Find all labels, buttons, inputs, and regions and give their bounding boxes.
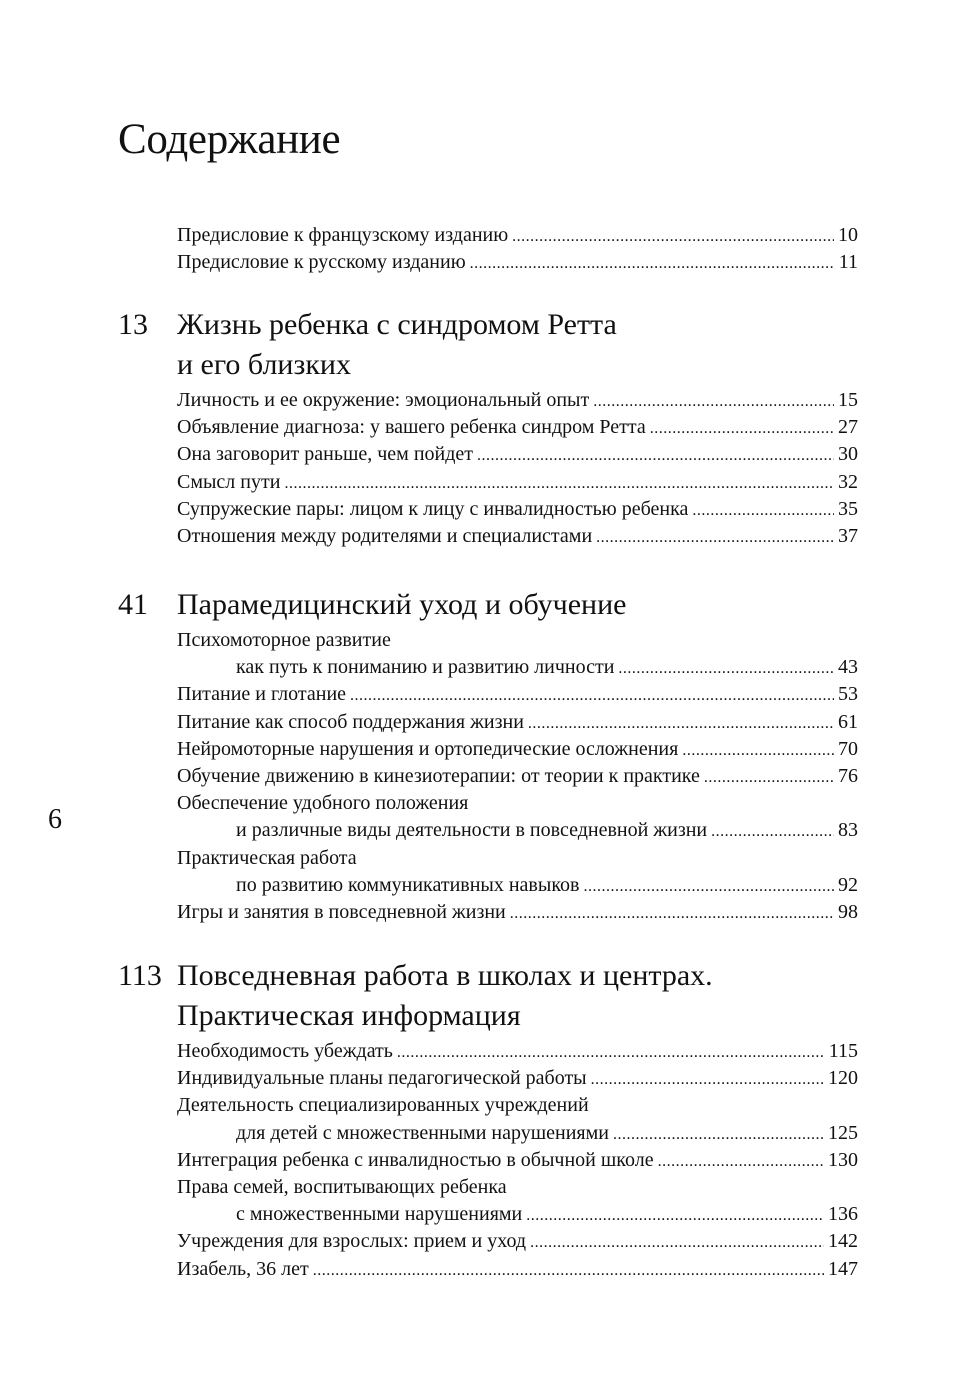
toc-entry[interactable] [177, 1038, 858, 1065]
dot-leader [692, 496, 834, 524]
toc-entry-heading[interactable] [177, 627, 858, 654]
dot-leader [613, 1120, 824, 1148]
dot-leader [596, 523, 834, 551]
entry-title: Супружеские пары: лицом к лицу с инвалидностью ребенка [177, 497, 689, 520]
entry-title: Игры и занятия в повседневной жизни [177, 900, 506, 923]
entry-title: Обучение движению в кинезиотерапии: от теории к практике [177, 764, 700, 787]
entry-page-number: 76 [838, 764, 858, 787]
toc-entry-heading[interactable] [177, 1092, 858, 1119]
entry-page-number: 125 [828, 1121, 858, 1144]
dot-leader [512, 222, 834, 250]
dot-leader [682, 736, 834, 764]
entry-title: как путь к пониманию и развитию личности [236, 656, 615, 679]
toc-section [118, 305, 858, 550]
toc-section [118, 585, 858, 926]
page-number: 6 [48, 804, 62, 835]
entry-title: Необходимость убеждать [177, 1040, 393, 1062]
toc-entry[interactable] [177, 1201, 858, 1228]
toc-entry[interactable] [177, 523, 858, 550]
toc-entry[interactable] [177, 736, 858, 763]
section-title: Повседневная работа в школах и центрах. [177, 959, 713, 992]
dot-leader [528, 709, 834, 737]
entry-title: Предисловие к русскому изданию [177, 251, 466, 274]
entry-title: Она заговорит раньше, чем пойдет [177, 443, 474, 466]
entry-title: по развитию коммуникативных навыков [236, 873, 580, 896]
entry-title: Деятельность специализированных учреждений [177, 1094, 589, 1117]
section-title: Практическая информация [177, 999, 521, 1032]
dot-leader [397, 1038, 825, 1066]
dot-leader [593, 387, 834, 415]
entry-page-number: 142 [828, 1230, 858, 1253]
dot-leader [350, 681, 834, 709]
dot-leader [526, 1201, 824, 1229]
toc-entry[interactable] [177, 872, 858, 899]
section-title: Жизнь ребенка с синдромом Ретта [177, 308, 617, 341]
entry-page-number: 53 [838, 683, 858, 706]
section-entries [177, 1038, 858, 1283]
toc-entry[interactable] [177, 414, 858, 441]
entry-title: Интеграция ребенка с инвалидностью в обычной школе [177, 1148, 654, 1171]
dot-leader [530, 1228, 824, 1256]
entry-title: и различные виды деятельности в повседневной жизни [236, 819, 708, 842]
entry-title: Объявление диагноза: у вашего ребенка синдром Ретта [177, 416, 646, 439]
dot-leader [658, 1147, 824, 1175]
dot-leader [618, 654, 834, 682]
toc-entry[interactable] [177, 1120, 858, 1147]
entry-title: Индивидуальные планы педагогической работы [177, 1067, 587, 1090]
entry-page-number: 37 [838, 524, 858, 547]
dot-leader [510, 899, 834, 927]
entry-page-number: 136 [828, 1203, 858, 1226]
toc-entry[interactable] [177, 1147, 858, 1174]
toc-entry[interactable] [177, 1228, 858, 1255]
entry-page-number: 70 [838, 737, 858, 760]
entry-title: Практическая работа [177, 846, 357, 869]
dot-leader [704, 763, 834, 791]
entry-title: Психомоторное развитие [177, 629, 391, 651]
toc-entry[interactable] [177, 1256, 858, 1283]
section-entries [177, 387, 858, 550]
entry-page-number: 83 [838, 819, 858, 842]
entry-title: Личность и ее окружение: эмоциональный опыт [177, 389, 590, 411]
toc-entry[interactable] [177, 387, 858, 414]
section-heading[interactable] [118, 956, 858, 1036]
dot-leader [591, 1065, 824, 1093]
toc-entry[interactable] [177, 709, 858, 736]
entry-page-number: 43 [838, 656, 858, 679]
entry-page-number: 92 [838, 873, 858, 896]
section-title: и его близких [177, 348, 351, 381]
toc-entry[interactable] [177, 441, 858, 468]
section-page-number: 13 [118, 308, 148, 341]
entry-page-number: 15 [838, 389, 858, 411]
toc-entry[interactable] [177, 681, 858, 708]
toc-entry-heading[interactable] [177, 1174, 858, 1201]
entry-title: Отношения между родителями и специалистами [177, 524, 593, 547]
dot-leader [583, 872, 834, 900]
toc-entry[interactable] [177, 899, 858, 926]
entry-title: Питание как способ поддержания жизни [177, 710, 524, 733]
toc-entry-heading[interactable] [177, 790, 858, 817]
entry-title: Учреждения для взрослых: прием и уход [177, 1230, 527, 1253]
entry-page-number: 130 [828, 1148, 858, 1171]
entry-page-number: 10 [838, 224, 858, 246]
dot-leader [477, 441, 834, 469]
entry-page-number: 120 [828, 1067, 858, 1090]
toc-entry[interactable] [177, 763, 858, 790]
dot-leader [470, 249, 835, 277]
dot-leader [284, 469, 834, 497]
section-heading[interactable] [118, 305, 858, 385]
entry-page-number: 27 [838, 416, 858, 439]
toc-section [118, 956, 858, 1283]
toc-entry[interactable] [177, 222, 858, 249]
dot-leader [313, 1256, 824, 1284]
toc-entry[interactable] [177, 496, 858, 523]
page-title: Содержание [118, 116, 341, 163]
section-page-number: 41 [118, 588, 148, 621]
entry-title: Смысл пути [177, 470, 281, 493]
entry-page-number: 35 [838, 497, 858, 520]
entry-page-number: 147 [828, 1257, 858, 1280]
entry-page-number: 30 [838, 443, 858, 466]
section-title: Парамедицинский уход и обучение [177, 588, 627, 621]
toc-entry[interactable] [177, 654, 858, 681]
entry-title: для детей с множественными нарушениями [236, 1121, 609, 1144]
entry-page-number: 115 [828, 1040, 858, 1062]
preface-list [177, 222, 858, 276]
entry-title: Нейромоторные нарушения и ортопедические осложнения [177, 737, 679, 760]
entry-page-number: 98 [838, 900, 858, 923]
section-entries [177, 627, 858, 926]
section-heading[interactable] [118, 585, 858, 625]
section-page-number: 113 [118, 959, 162, 992]
toc-entry[interactable] [177, 249, 858, 276]
entry-title: Питание и глотание [177, 683, 347, 706]
entry-page-number: 32 [838, 470, 858, 493]
dot-leader [711, 817, 834, 845]
entry-title: Предисловие к французскому изданию [177, 224, 509, 246]
toc-entry-heading[interactable] [177, 845, 858, 872]
entry-page-number: 11 [838, 251, 858, 274]
entry-title: Права семей, воспитывающих ребенка [177, 1175, 507, 1198]
entry-title: с множественными нарушениями [236, 1203, 523, 1226]
entry-title: Обеспечение удобного положения [177, 792, 469, 815]
toc-entry[interactable] [177, 1065, 858, 1092]
entry-title: Изабель, 36 лет [177, 1257, 309, 1280]
dot-leader [650, 414, 834, 442]
entry-page-number: 61 [838, 710, 858, 733]
toc-entry[interactable] [177, 469, 858, 496]
toc-entry[interactable] [177, 817, 858, 844]
